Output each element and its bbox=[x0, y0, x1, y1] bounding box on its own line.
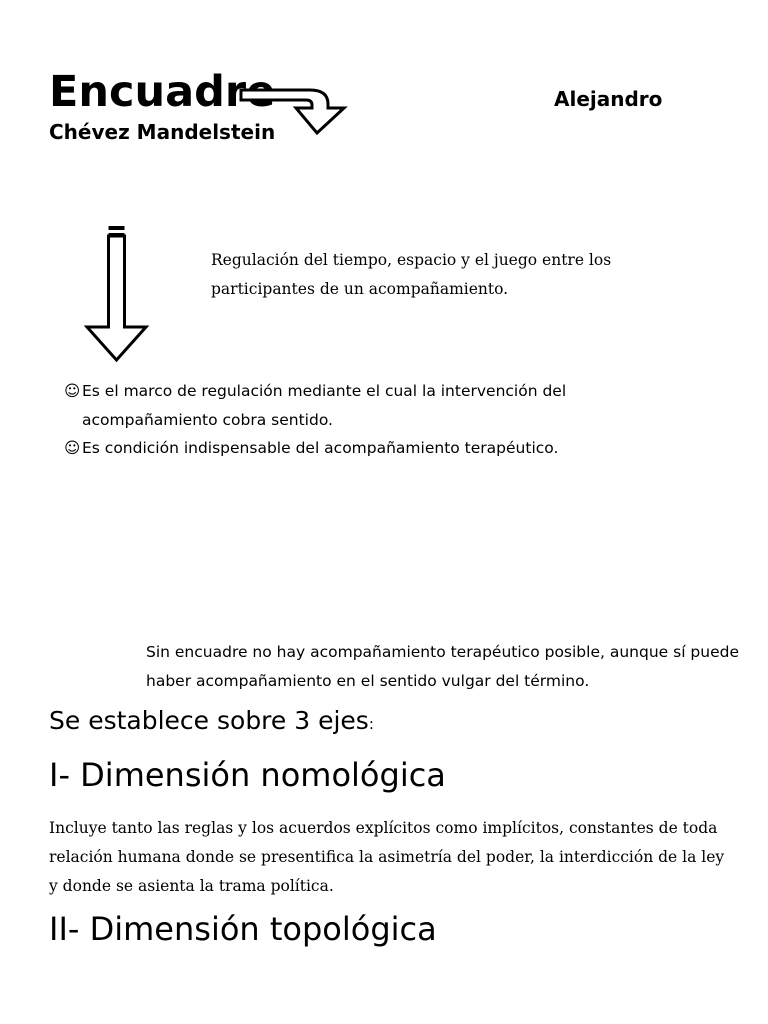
section-heading-topologica: II- Dimensión topológica bbox=[49, 910, 437, 948]
bullet-text: Es el marco de regulación mediante el cual la intervención del acompañamiento cobra sentido. bbox=[82, 382, 567, 429]
axes-intro bbox=[49, 704, 374, 741]
bullet-text: Es condición indispensable del acompañamiento terapéutico. bbox=[82, 439, 559, 457]
down-arrow-icon bbox=[84, 222, 150, 366]
list-item bbox=[62, 434, 702, 463]
author-first-name: Alejandro bbox=[554, 87, 663, 111]
page-title: Encuadre bbox=[49, 67, 276, 117]
note-text: Sin encuadre no hay acompañamiento terapéutico posible, aunque sí puede haber acompañamiento en el sentido vulgar del término. bbox=[146, 643, 739, 690]
smiley-icon: ☺ bbox=[64, 382, 81, 400]
smiley-icon: ☺ bbox=[64, 439, 81, 457]
definition-text: Regulación del tiempo, espacio y el juego entre los participantes de un acompañamiento. bbox=[211, 251, 612, 298]
axes-intro-text: Se establece sobre 3 ejes bbox=[49, 706, 369, 735]
section-heading-nomologica: I- Dimensión nomológica bbox=[49, 756, 446, 794]
section-text-nomologica: Incluye tanto las reglas y los acuerdos explícitos como implícitos, constantes de toda relación humana donde se presentifica la asimetría del poder, la interdicción de la ley y donde se asienta la trama política. bbox=[49, 819, 725, 895]
author-last-name: Chévez Mandelstein bbox=[49, 120, 276, 144]
list-item bbox=[62, 377, 702, 434]
bullet-list bbox=[62, 377, 702, 463]
axes-intro-colon: : bbox=[368, 715, 374, 733]
